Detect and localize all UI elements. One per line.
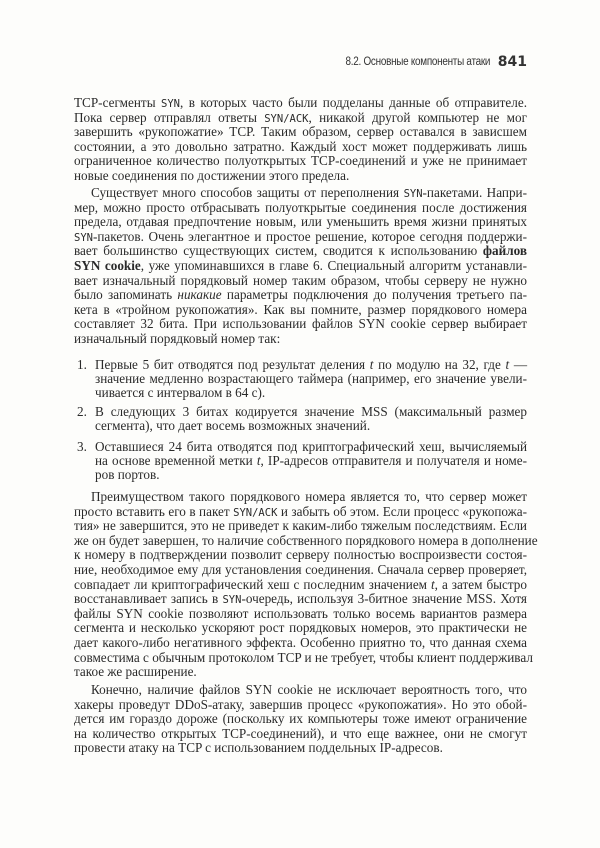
list-item-text <box>95 405 527 433</box>
text-run: В следующих 3 битах кодируется значение MSS (максимальный размер <box>95 404 527 419</box>
text-run: Конечно, наличие файлов SYN cookie не исключает вероятность того, что <box>91 682 527 697</box>
text-run: просто вставить его в пакет <box>74 503 234 519</box>
text-line <box>74 154 527 169</box>
paragraph <box>74 683 527 756</box>
text-line <box>74 505 527 520</box>
italic-term: t <box>369 357 374 372</box>
text-run: Пока сервер отправлял ответы <box>74 109 265 125</box>
text-line <box>95 454 527 468</box>
list-item <box>74 440 527 482</box>
text-line <box>74 490 527 505</box>
text-run: , никакой другой компьютер не мог <box>308 109 527 125</box>
code-term: SYN/ACK <box>233 506 278 519</box>
text-line <box>74 332 527 347</box>
text-run: Первые 5 бит отводятся под результат деления <box>95 357 370 372</box>
text-run: , а затем быстро <box>434 576 527 592</box>
text-run: составляет 32 бита. При использовании файлов SYN cookie сервер выбирает <box>74 316 527 332</box>
text-line <box>74 125 527 140</box>
paragraph <box>74 186 527 347</box>
code-term: SYN <box>161 98 180 110</box>
text-line <box>74 169 527 184</box>
text-run: восстанавливает запись в <box>74 591 223 607</box>
paragraph <box>74 489 538 680</box>
text-run: параметры подключения до получения третьего па- <box>221 287 527 303</box>
bold-term: файлов <box>482 243 527 259</box>
text-line <box>74 244 527 259</box>
text-run: TCP-сегменты <box>74 95 161 110</box>
text-line <box>74 665 527 680</box>
text-run: Оставшиеся 24 бита отводятся под криптографический хеш, вычисляемый <box>95 439 527 454</box>
text-run: файлы SYN cookie позволяют использовать только восемь вариантов размера <box>74 605 527 621</box>
text-line <box>74 274 527 289</box>
text-line <box>95 440 527 454</box>
text-run: и забыть об этом. Если процесс «рукопожа- <box>277 503 528 519</box>
list-item-text <box>95 358 527 400</box>
text-run: значение медленно возрастающего таймера (например, его значение увели- <box>95 371 527 386</box>
text-line <box>74 636 527 651</box>
text-line <box>74 111 527 126</box>
text-run: -очередь, используя 3-битное значение MSS. Хотя <box>241 591 527 607</box>
text-run: состоянии, а это довольно затратно. Каждый хост может поддерживать лишь <box>74 138 527 154</box>
text-line <box>74 741 527 756</box>
text-line <box>74 230 527 245</box>
text-run: совпадает ли криптографический хеш с последним значением <box>74 576 431 592</box>
text-run: на основе временной метки <box>95 453 257 468</box>
text-line <box>74 259 527 274</box>
text-line <box>74 563 527 578</box>
text-run: вает большинство существующих систем, сводится к использованию <box>74 243 483 259</box>
text-run: , IP-адресов отправителя и получателя и номе- <box>260 453 527 468</box>
text-run: хакеры проведут DDoS-атаку, завершив процесс «рукопожатия». Но это обой- <box>74 696 527 712</box>
list-item-text <box>95 440 527 482</box>
text-run: было запоминать <box>74 287 178 303</box>
italic-term: t <box>431 576 435 592</box>
text-run: ров портов. <box>95 467 160 482</box>
code-term: SYN <box>74 231 93 244</box>
text-line <box>74 186 527 201</box>
italic-term: t <box>505 357 510 372</box>
text-line <box>95 405 527 419</box>
text-line <box>74 215 527 230</box>
text-run: Существует много способов защиты от переполнения <box>91 185 404 200</box>
text-run: , в которых часто были подделаны данные об отправителе. <box>179 95 527 110</box>
text-run: тия» не завершится, это не приведет к каким-либо тяжелым последствиям. Если <box>74 518 527 534</box>
text-run: Преимуществом такого порядкового номера является то, что сервер может <box>91 489 527 504</box>
list-number: 1. <box>77 357 87 372</box>
text-line <box>74 519 527 534</box>
text-run: мер, можно просто отбрасывать полуоткрытые соединения после достижения <box>74 199 527 215</box>
text-line <box>74 712 527 727</box>
text-run: кета в «тройном рукопожатия». Как вы помните, размер порядкового номера <box>74 301 527 317</box>
text-line <box>74 201 527 216</box>
text-run: — <box>509 357 527 372</box>
text-line <box>74 683 527 698</box>
text-run: на количество открытых TCP-соединений), и что еще важнее, они не смогут <box>74 725 527 741</box>
text-line <box>95 386 527 400</box>
list-item <box>74 405 527 433</box>
text-run: совместима с обычным протоколом TCP и не требует, чтобы клиент поддерживал <box>74 649 533 665</box>
text-run: сегмента), что дает восемь возможных значений. <box>95 418 371 433</box>
text-line <box>74 727 527 742</box>
text-run: дется им гораздо дороже (поскольку их компьютеры тоже имеют ограничение <box>74 711 527 727</box>
text-run: ние, необходимое ему для установления соединения. Сначала сервер проверяет, <box>74 561 527 577</box>
text-run: такое же расширение. <box>74 664 197 680</box>
text-line <box>74 303 527 318</box>
text-line <box>74 649 533 666</box>
list-number: 2. <box>77 404 87 419</box>
text-run: вает изначальный порядковый номер таким образом, чтобы серверу не нужно <box>74 272 527 288</box>
list-item <box>74 358 527 400</box>
text-run: по модулю на 32, где <box>373 357 506 372</box>
italic-term: никакие <box>177 287 222 303</box>
text-line <box>74 621 527 636</box>
text-line <box>74 96 527 111</box>
text-line <box>95 358 527 372</box>
text-run: провести атаку на TCP с использованием поддельных IP-адресов. <box>74 740 443 756</box>
text-line <box>74 548 527 563</box>
code-term: SYN <box>403 188 423 200</box>
text-line <box>95 372 527 386</box>
paragraph <box>74 96 527 184</box>
text-run: -пакетов. Очень элегантное и простое решение, которое сегодня поддержи- <box>92 228 527 244</box>
text-line <box>74 140 527 155</box>
page-number: 841 <box>497 54 527 70</box>
code-term: SYN <box>222 594 242 607</box>
text-run: , уже упоминавшихся в главе 6. Специальный алгоритм устанавли- <box>140 257 527 273</box>
code-term: SYN/ACK <box>264 112 309 125</box>
text-line <box>74 532 538 549</box>
text-run: ограниченное количество полуоткрытых TCP-соединений и уже не принимает <box>74 153 527 169</box>
bold-term: SYN cookie <box>74 257 141 273</box>
section-title: 8.2. Основные компоненты атаки <box>345 56 490 68</box>
text-line <box>95 419 527 433</box>
text-line <box>74 317 527 332</box>
text-line <box>74 288 527 303</box>
text-run: новые соединения по достижении этого предела. <box>74 167 350 183</box>
text-line <box>74 698 527 713</box>
list-number: 3. <box>77 439 87 454</box>
text-run: -пакетами. Напри- <box>422 185 527 200</box>
text-line <box>74 578 527 593</box>
text-line <box>74 607 527 622</box>
text-run: же он будет завершен, то наличие собственного порядкового номера в дополнение <box>74 532 538 548</box>
running-header <box>322 53 527 71</box>
text-run: завершить «рукопожатие» TCP. Таким образом, сервер оставался в зависшем <box>74 124 527 140</box>
text-run: к номеру в подтверждении позволит серверу полностью воспроизвести состоя- <box>74 547 527 563</box>
text-run: чивается с интервалом в 64 с). <box>95 385 266 400</box>
text-run: предела, отдавая предпочтение новым, или уменьшить время жизни принятых <box>74 214 527 230</box>
text-line <box>95 468 527 482</box>
text-run: изначальный порядковый номер так: <box>74 330 281 346</box>
text-run: сегмента и несколько ускоряют рост порядковых номеров, это практически не <box>74 620 527 636</box>
text-line <box>74 592 527 607</box>
text-run: дает какого-либо негативного эффекта. Особенно приятно то, что данная схема <box>74 634 527 650</box>
italic-term: t <box>256 453 261 468</box>
